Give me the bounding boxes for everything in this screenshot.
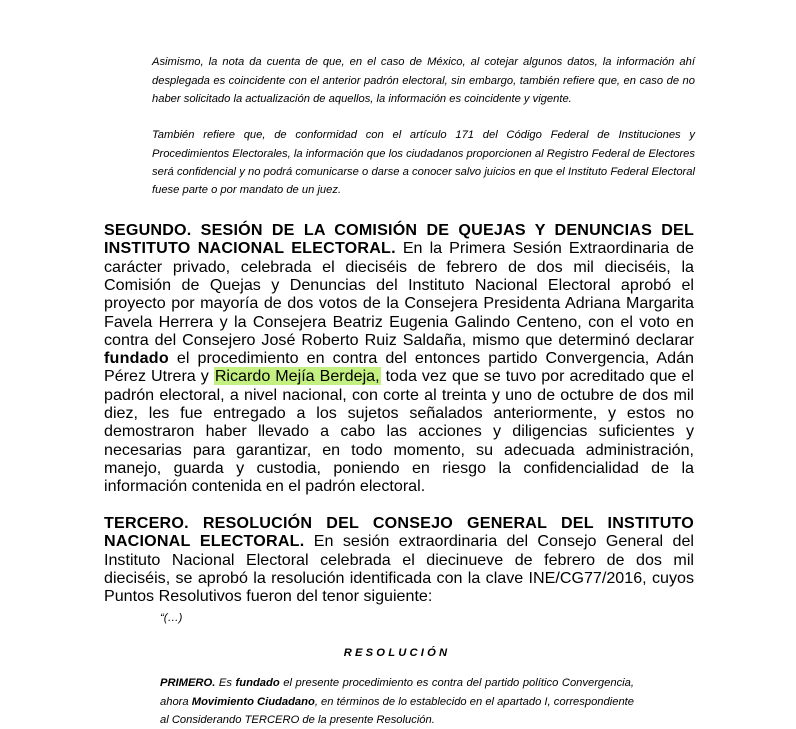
section-tercero xyxy=(104,514,694,605)
primero-text-2: el presente procedimiento es contra del partido político Convergencia, ahora xyxy=(160,677,635,708)
highlighted-name: Ricardo Mejía Berdeja, xyxy=(214,367,380,386)
section-segundo xyxy=(104,221,694,495)
movimiento-ciudadano: Movimiento Ciudadano xyxy=(191,695,315,708)
bold-fundado: fundado xyxy=(104,349,169,368)
section-tercero-text: En sesión extraordinaria del Consejo General del Instituto Nacional Electoral celebrada el diecinueve de febrero de dos mil dieciséis, se aprobó la resolución identificada con la clave INE/CG77/2016, cuyos Puntos Resolutivos fueron del tenor siguiente: xyxy=(104,532,694,606)
resolucion-primero xyxy=(160,674,634,729)
primero-text-1: Es xyxy=(215,677,236,690)
section-segundo-text-2: el procedimiento en contra del entonces partido Convergencia, Adán Pérez Utrera y xyxy=(104,349,694,386)
primero-text-3: , en términos de lo establecido en el apartado I, correspondiente al Considerando TERCERO de la presente Resolución. xyxy=(160,695,635,726)
quoted-paragraph-nota: Asimismo, la nota da cuenta de que, en el caso de México, al cotejar algunos datos, la información ahí desplegada es coincidente con el anterior padrón electoral, sin embargo, también refiere que, en caso de no haber solicitado la actualización de aquellos, la información es coincidente y vigente. xyxy=(152,56,695,105)
quote-open-ellipsis: “(…) xyxy=(160,612,183,624)
section-segundo-heading: SEGUNDO. SESIÓN DE LA COMISIÓN DE QUEJAS Y DENUNCIAS DEL INSTITUTO NACIONAL ELECTORAL. xyxy=(104,221,694,258)
primero-fundado: fundado xyxy=(235,677,280,690)
section-tercero-heading: TERCERO. RESOLUCIÓN DEL CONSEJO GENERAL DEL INSTITUTO NACIONAL ELECTORAL. xyxy=(104,514,694,551)
section-segundo-text-3: toda vez que se tuvo por acreditado que el padrón electoral, a nivel nacional, con corte al treinta y uno de octubre de dos mil diez, les fue entregado a los sujetos señalados anteriormente, y estos no demostraron haber llevado a cabo las acciones y diligencias suficientes y necesarias para garantizar, en todo momento, su adecuada administración, manejo, guarda y custodia, poniendo en riesgo la confidencialidad de la información contenida en el padrón electoral. xyxy=(104,367,695,496)
quoted-paragraph-articulo-171: También refiere que, de conformidad con el artículo 171 del Código Federal de Instituciones y Procedimientos Electorales, la información que los ciudadanos proporcionen al Registro Federal de Electores será confidencial y no podrá comunicarse o darse a conocer salvo juicios en que el Instituto Federal Electoral fuese parte o por mandato de un juez. xyxy=(152,129,695,197)
resolucion-heading: RESOLUCIÓN xyxy=(343,647,451,659)
primero-label: PRIMERO. xyxy=(160,677,216,690)
section-segundo-text-1: En la Primera Sesión Extraordinaria de carácter privado, celebrada el dieciséis de febrero de dos mil dieciséis, la Comisión de Quejas y Denuncias del Instituto Nacional Electoral aprobó el proyecto por mayoría de dos votos de la Consejera Presidenta Adriana Margarita Favela Herrera y la Consejera Beatriz Eugenia Galindo Centeno, con el voto en contra del Consejero José Roberto Ruiz Saldaña, mismo que determinó declarar xyxy=(104,239,694,349)
